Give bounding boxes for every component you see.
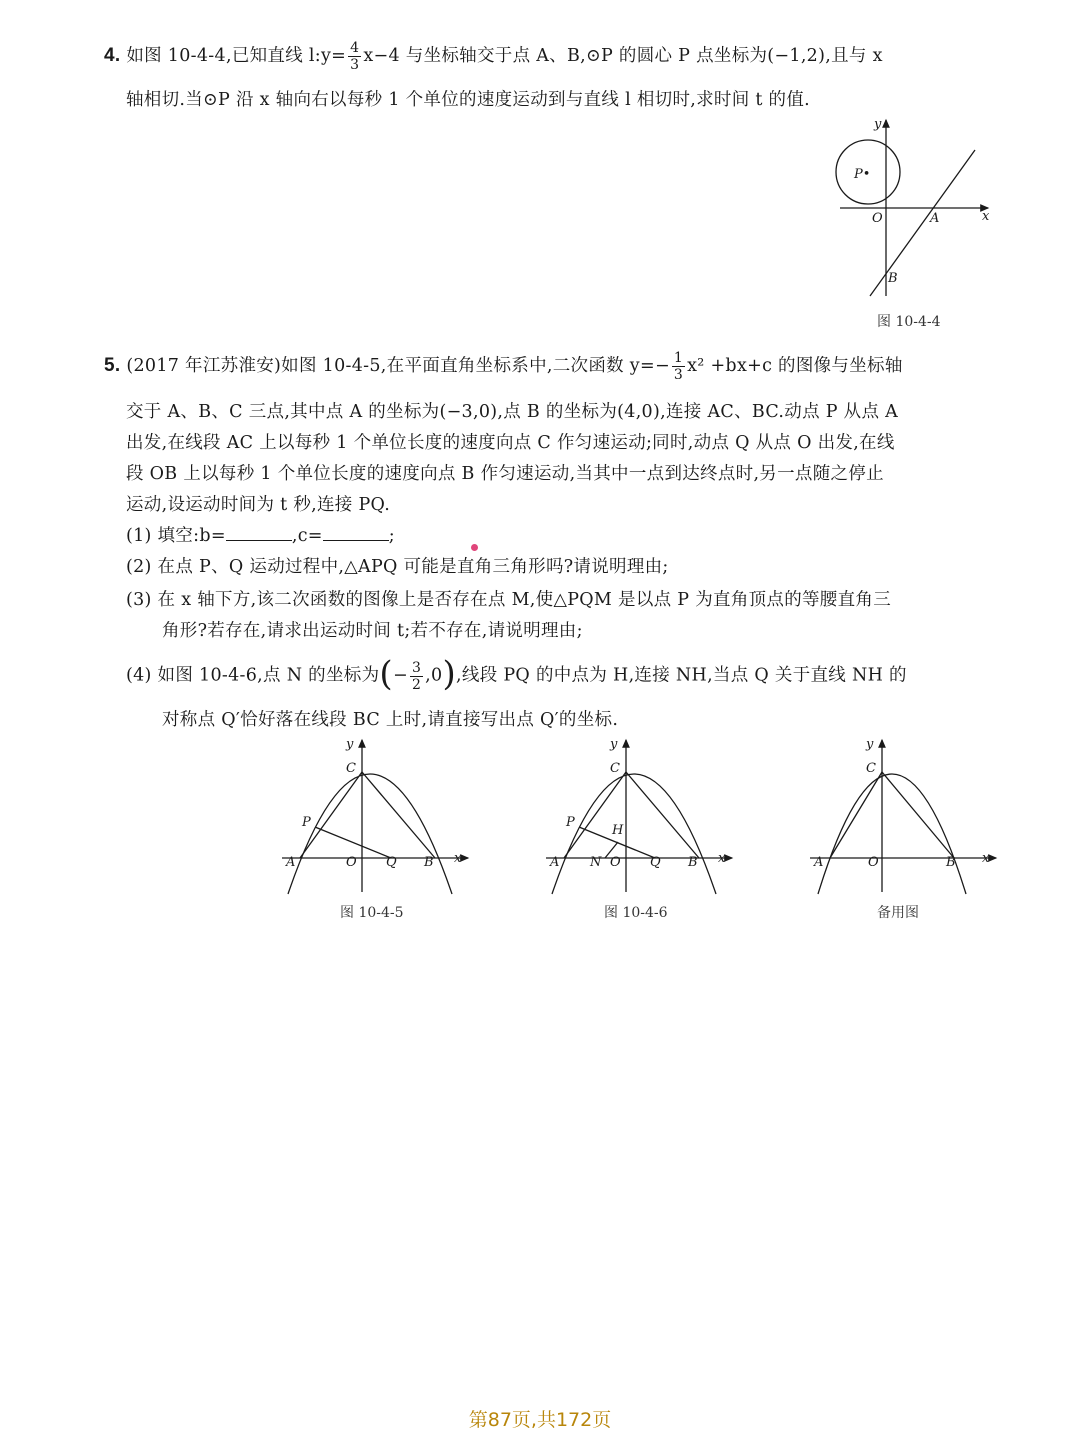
q4-text-a: 如图 10-4-4,已知直线 l:y= xyxy=(126,46,347,66)
q4-line1 xyxy=(104,40,883,73)
label-b: B xyxy=(888,271,898,286)
svg-text:C: C xyxy=(346,761,356,776)
label-p: P• xyxy=(854,167,871,182)
segment-bc xyxy=(626,772,699,858)
q4-fraction: $\frac{4}{3}$ xyxy=(350,40,360,73)
label-x: x xyxy=(982,209,990,224)
label-a: A xyxy=(930,211,940,226)
svg-text:y: y xyxy=(610,737,618,752)
q5-text-b: x² +bx+c 的图像与坐标轴 xyxy=(687,356,903,376)
q5-text-a: (2017 年江苏淮安)如图 10-4-5,在平面直角坐标系中,二次函数 y=− xyxy=(126,356,670,376)
q5-sub4-fraction: $\frac{3}{2}$ xyxy=(411,659,422,693)
svg-text:C: C xyxy=(610,761,620,776)
svg-text:x: x xyxy=(718,851,726,866)
q5-number: 5. xyxy=(104,355,121,376)
q5-fraction: $\frac{1}{3}$ xyxy=(673,350,684,383)
figure-backup xyxy=(806,734,1006,896)
caption-10-4-4: 图 10-4-4 xyxy=(877,314,941,330)
segment-pq xyxy=(315,827,391,858)
svg-text:O: O xyxy=(346,855,357,870)
svg-text:A: A xyxy=(550,855,560,870)
svg-text:y: y xyxy=(866,737,874,752)
answer-blank-b[interactable] xyxy=(226,524,292,541)
caption-10-4-5: 图 10-4-5 xyxy=(340,905,404,921)
label-o: O xyxy=(872,211,883,226)
svg-text:H: H xyxy=(612,823,624,838)
parabola xyxy=(552,774,716,894)
parabola xyxy=(288,774,452,894)
svg-text:Q: Q xyxy=(386,855,397,870)
svg-text:x: x xyxy=(454,851,462,866)
q5-sub1: (1) 填空:b= ,c= ; xyxy=(126,526,395,546)
svg-text:A: A xyxy=(286,855,296,870)
svg-text:B: B xyxy=(946,855,956,870)
q5-body-line: 交于 A、B、C 三点,其中点 A 的坐标为(−3,0),点 B 的坐标为(4,0),连接 AC、BC.动点 P 从点 A xyxy=(126,402,899,422)
caption-10-4-6: 图 10-4-6 xyxy=(604,905,668,921)
q5-sub3-line1: (3) 在 x 轴下方,该二次函数的图像上是否存在点 M,使△PQM 是以点 P 为直角顶点的等腰直角三 xyxy=(126,590,892,610)
svg-text:B: B xyxy=(424,855,434,870)
svg-text:B: B xyxy=(688,855,698,870)
svg-text:O: O xyxy=(610,855,621,870)
figure-10-4-4 xyxy=(830,112,1000,308)
svg-text:N: N xyxy=(590,855,602,870)
segment-bc xyxy=(882,772,954,858)
svg-text:P: P xyxy=(302,815,311,830)
parabola xyxy=(818,774,966,894)
segment-ac xyxy=(830,772,882,858)
svg-text:x: x xyxy=(982,851,990,866)
q5-sub4-line1: (4) 如图 10-4-6,点 N 的坐标为(− $\frac{3}{2}$ ,0),线段 PQ 的中点为 H,连接 NH,当点 Q 关于直线 NH 的 xyxy=(126,654,907,694)
segment-bc xyxy=(362,772,435,858)
q5-body-line: 段 OB 上以每秒 1 个单位长度的速度向点 B 作匀速运动,当其中一点到达终点时,另一点随之停止 xyxy=(126,464,884,484)
pink-mark-dot xyxy=(471,544,478,551)
svg-text:A: A xyxy=(814,855,824,870)
q4-number: 4. xyxy=(104,45,121,66)
q5-line1 xyxy=(104,350,903,383)
svg-text:P: P xyxy=(566,815,575,830)
svg-text:C: C xyxy=(866,761,876,776)
q5-sub3-line2: 角形?若存在,请求出运动时间 t;若不存在,请说明理由; xyxy=(162,621,583,641)
q4-line2: 轴相切.当⊙P 沿 x 轴向右以每秒 1 个单位的速度运动到与直线 l 相切时,求时间 t 的值. xyxy=(126,90,811,110)
q5-sub4-line2: 对称点 Q′恰好落在线段 BC 上时,请直接写出点 Q′的坐标. xyxy=(162,710,619,730)
label-y: y xyxy=(874,117,882,132)
answer-blank-c[interactable] xyxy=(323,524,389,541)
svg-text:y: y xyxy=(346,737,354,752)
q5-body-line: 运动,设运动时间为 t 秒,连接 PQ. xyxy=(126,495,391,515)
svg-text:Q: Q xyxy=(650,855,661,870)
page-indicator: 第87页,共172页 xyxy=(468,1409,612,1431)
figure-10-4-5 xyxy=(278,734,478,896)
q4-text-b: x−4 与坐标轴交于点 A、B,⊙P 的圆心 P 点坐标为(−1,2),且与 x xyxy=(363,46,883,66)
q5-sub2: (2) 在点 P、Q 运动过程中,△APQ 可能是直角三角形吗?请说明理由; xyxy=(126,557,669,577)
svg-text:O: O xyxy=(868,855,879,870)
caption-backup: 备用图 xyxy=(877,905,919,921)
figure-10-4-6 xyxy=(542,734,742,896)
q5-body-line: 出发,在线段 AC 上以每秒 1 个单位长度的速度向点 C 作匀速运动;同时,动点 Q 从点 O 出发,在线 xyxy=(126,433,895,453)
